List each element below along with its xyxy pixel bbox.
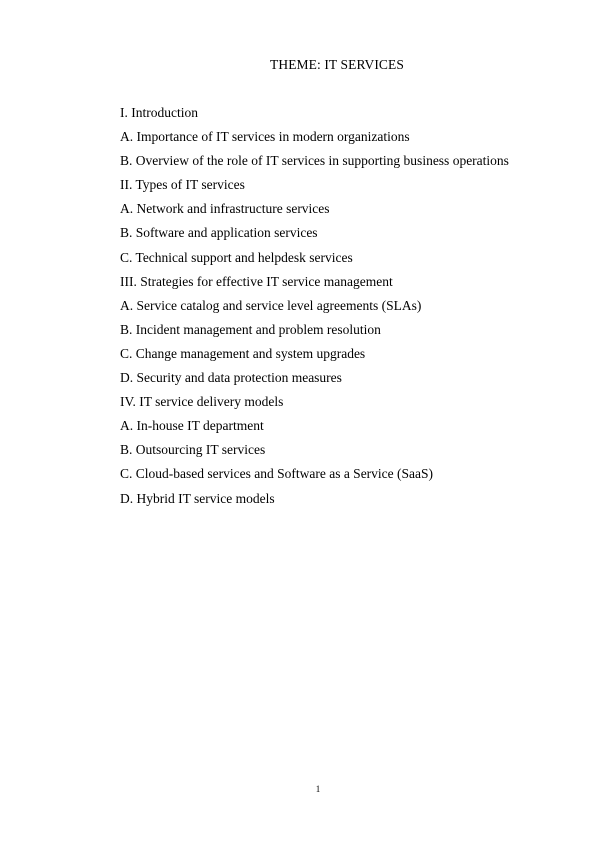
outline-item: B. Incident management and problem resolution [120,321,381,337]
outline-item: A. Network and infrastructure services [120,201,330,217]
page-number: 1 [315,784,321,794]
outline-item: II. Types of IT services [120,177,245,193]
outline-item: D. Security and data protection measures [120,370,342,386]
outline-item: B. Outsourcing IT services [120,442,266,458]
outline-item: I. Introduction [120,105,198,120]
outline-item: B. Software and application services [120,225,318,241]
outline-item: A. In-house IT department [120,418,264,434]
outline-list [120,105,509,515]
outline-item: C. Change management and system upgrades [120,345,366,361]
outline-item: III. Strategies for effective IT service management [120,273,393,289]
outline-item: IV. IT service delivery models [120,394,284,410]
outline-item: A. Service catalog and service level agreements (SLAs) [120,297,422,313]
outline-item: C. Cloud-based services and Software as a Service (SaaS) [120,466,434,482]
document-title: THEME: IT SERVICES [270,57,404,72]
outline-item: C. Technical support and helpdesk services [120,249,353,265]
outline-item: A. Importance of IT services in modern organizations [120,129,410,145]
outline-item: B. Overview of the role of IT services in supporting business operations [120,153,509,169]
outline-item: D. Hybrid IT service models [120,490,275,506]
